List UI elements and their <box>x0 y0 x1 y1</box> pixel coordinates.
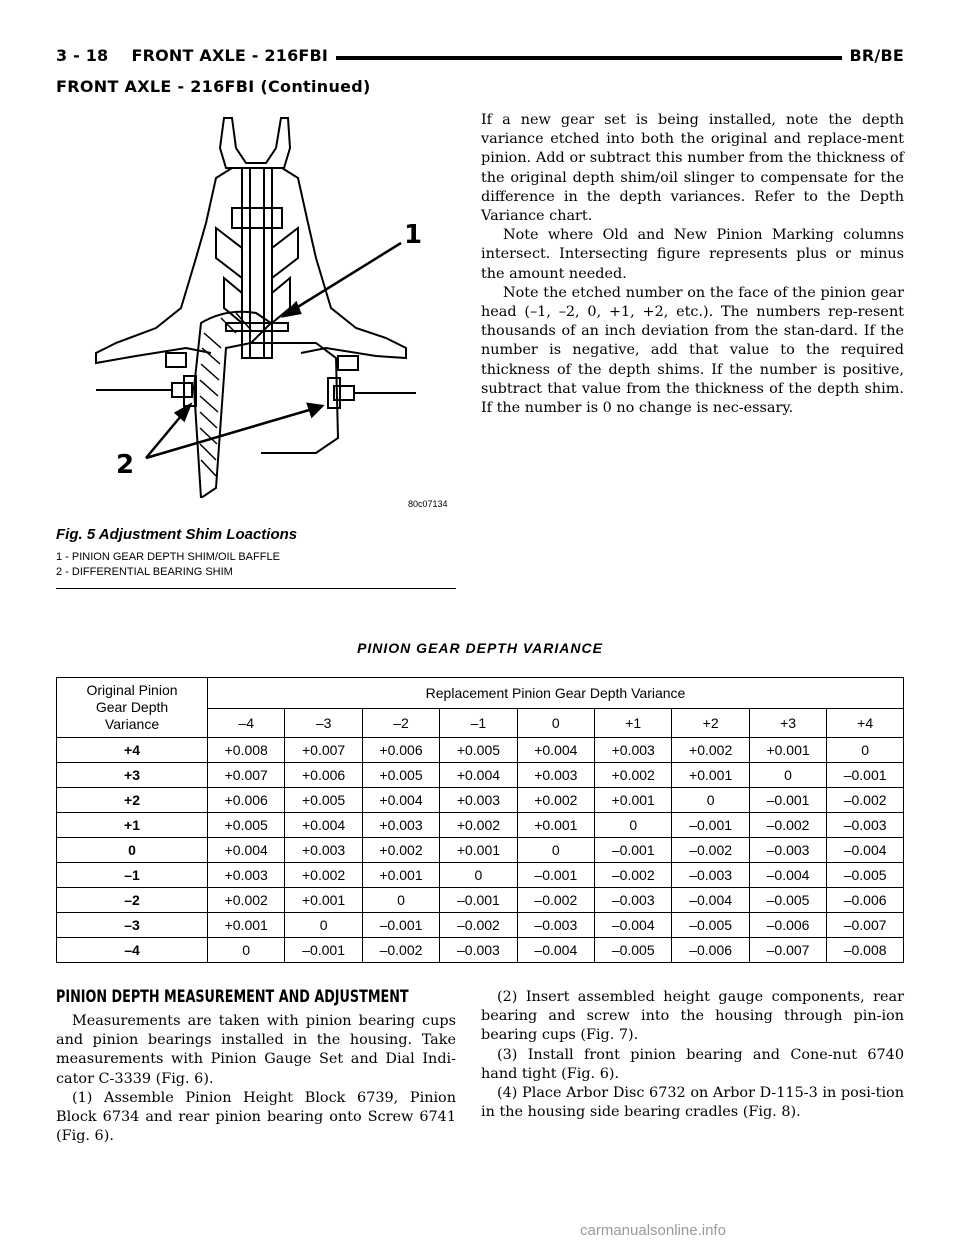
table-cell: –0.003 <box>517 913 594 938</box>
table-cell: +0.002 <box>285 863 362 888</box>
table-cell: +0.003 <box>285 838 362 863</box>
legend-item: 2 - DIFFERENTIAL BEARING SHIM <box>56 566 233 578</box>
table-cell: 0 <box>440 863 517 888</box>
table-cell: +0.006 <box>362 738 439 763</box>
table-cell: –0.002 <box>440 913 517 938</box>
table-row <box>57 738 904 763</box>
page-header <box>56 44 904 74</box>
table-cell: –0.002 <box>827 788 904 813</box>
table-cell: +0.002 <box>517 788 594 813</box>
column-header: –1 <box>440 709 517 738</box>
table-cell: –0.008 <box>827 938 904 963</box>
table-body <box>57 738 904 963</box>
table-cell: +0.004 <box>208 838 285 863</box>
table-cell: +0.003 <box>362 813 439 838</box>
table-cell: +0.004 <box>517 738 594 763</box>
table-cell: –0.002 <box>595 863 672 888</box>
table-cell: –0.005 <box>672 913 749 938</box>
callout-1: 1 <box>404 220 423 250</box>
table-cell: +0.004 <box>440 763 517 788</box>
table-cell: +0.002 <box>362 838 439 863</box>
table-row <box>57 788 904 813</box>
table-cell: –0.003 <box>827 813 904 838</box>
row-header: –3 <box>57 913 208 938</box>
paragraph: (4) Place Arbor Disc 6732 on Arbor D-115-3 in posi-tion in the housing side bearing cradles (Fig. 8). <box>481 1085 904 1121</box>
table-title: PINION GEAR DEPTH VARIANCE <box>357 640 603 656</box>
table-row <box>57 938 904 963</box>
table-cell: –0.002 <box>749 813 826 838</box>
paragraph: (1) Assemble Pinion Height Block 6739, Pinion Block 6734 and rear pinion bearing onto Screw 6741 (Fig. 6). <box>56 1089 456 1145</box>
table-cell: –0.005 <box>827 863 904 888</box>
table-cell: +0.001 <box>440 838 517 863</box>
column-header: –4 <box>208 709 285 738</box>
table-cell: +0.008 <box>208 738 285 763</box>
table-row <box>57 813 904 838</box>
axle-cross-section-illustration <box>76 108 446 498</box>
table-cell: +0.001 <box>285 888 362 913</box>
table-cell: +0.002 <box>672 738 749 763</box>
figure-legend <box>56 550 280 580</box>
table-cell: –0.001 <box>672 813 749 838</box>
table-cell: –0.004 <box>517 938 594 963</box>
row-header: +1 <box>57 813 208 838</box>
paragraph: Note where Old and New Pinion Marking columns intersect. Intersecting figure represents plus or minus the amount needed. <box>481 227 904 282</box>
legend-item: 1 - PINION GEAR DEPTH SHIM/OIL BAFFLE <box>56 551 280 563</box>
table-row <box>57 763 904 788</box>
row-header: –2 <box>57 888 208 913</box>
column-header: 0 <box>517 709 594 738</box>
table-cell: 0 <box>285 913 362 938</box>
section-title: PINION DEPTH MEASUREMENT AND ADJUSTMENT <box>56 987 409 1006</box>
figure-divider <box>56 588 456 589</box>
table-corner-header <box>57 678 208 738</box>
column-header: –2 <box>362 709 439 738</box>
table-cell: –0.001 <box>827 763 904 788</box>
section-left-column <box>56 1012 456 1146</box>
table-cell: –0.007 <box>827 913 904 938</box>
table-cell: 0 <box>672 788 749 813</box>
paragraph: (3) Install front pinion bearing and Cone-nut 6740 hand tight (Fig. 6). <box>481 1046 904 1082</box>
table-cell: +0.007 <box>208 763 285 788</box>
table-cell: –0.001 <box>440 888 517 913</box>
corner-line: Original Pinion <box>86 682 178 698</box>
table-cell: 0 <box>517 838 594 863</box>
table-cell: +0.003 <box>517 763 594 788</box>
table-cell: +0.006 <box>208 788 285 813</box>
table-cell: 0 <box>595 813 672 838</box>
replacement-group-header: Replacement Pinion Gear Depth Variance <box>208 678 904 709</box>
table-cell: 0 <box>749 763 826 788</box>
header-model: BR/BE <box>842 46 904 65</box>
paragraph: If a new gear set is being installed, note the depth variance etched into both the original and replace-ment pinion. Add or subtract this number from the thickness of the original depth shim/oil slinger to compensate for the difference in the depth variances. Refer to the Depth Variance chart. <box>481 112 904 225</box>
table-cell: –0.004 <box>595 913 672 938</box>
table-cell: –0.002 <box>672 838 749 863</box>
table-cell: –0.006 <box>672 938 749 963</box>
table-cell: –0.004 <box>827 838 904 863</box>
table-cell: 0 <box>208 938 285 963</box>
paragraph: Measurements are taken with pinion bearing cups and pinion bearings installed in the housing. Take measurements with Pinion Gauge Set and Dial Indi-cator C-3339 (Fig. 6). <box>56 1013 456 1087</box>
header-page-section: 3 - 18 FRONT AXLE - 216FBI <box>56 46 336 65</box>
table-cell: +0.002 <box>208 888 285 913</box>
table-cell: –0.001 <box>517 863 594 888</box>
table-cell: 0 <box>827 738 904 763</box>
table-cell: –0.006 <box>827 888 904 913</box>
table-cell: –0.001 <box>749 788 826 813</box>
table-cell: –0.007 <box>749 938 826 963</box>
table-cell: +0.001 <box>517 813 594 838</box>
table-row <box>57 838 904 863</box>
paragraph: (2) Insert assembled height gauge components, rear bearing and screw into the housing through pin-ion bearing cups (Fig. 7). <box>481 989 904 1044</box>
table-cell: +0.005 <box>285 788 362 813</box>
depth-variance-instructions <box>481 111 904 418</box>
figure-caption: Fig. 5 Adjustment Shim Loactions <box>56 526 298 543</box>
table-cell: +0.007 <box>285 738 362 763</box>
column-header: +4 <box>827 709 904 738</box>
column-header: +3 <box>749 709 826 738</box>
table-cell: +0.004 <box>362 788 439 813</box>
figure-5 <box>56 108 456 598</box>
table-cell: –0.002 <box>362 938 439 963</box>
table-cell: 0 <box>362 888 439 913</box>
table-row <box>57 863 904 888</box>
table-cell: –0.001 <box>362 913 439 938</box>
table-cell: +0.005 <box>440 738 517 763</box>
table-cell: +0.001 <box>208 913 285 938</box>
column-header: +2 <box>672 709 749 738</box>
depth-variance-table <box>56 677 904 963</box>
table-cell: –0.005 <box>749 888 826 913</box>
paragraph: Note the etched number on the face of the pinion gear head (–1, –2, 0, +1, +2, etc.). The numbers rep-resent thousands of an inch deviation from the stan-dard. If the number is negative, add that value to the required thickness of the depth shims. If the number is positive, subtract that value from the thickness of the depth shim. If the number is 0 no change is nec-essary. <box>481 284 904 417</box>
row-header: –1 <box>57 863 208 888</box>
table-cell: –0.004 <box>672 888 749 913</box>
table-cell: –0.001 <box>595 838 672 863</box>
table-cell: –0.003 <box>672 863 749 888</box>
row-header: +4 <box>57 738 208 763</box>
table-cell: +0.006 <box>285 763 362 788</box>
table-cell: –0.002 <box>517 888 594 913</box>
section-continued-title: FRONT AXLE - 216FBI (Continued) <box>56 77 371 96</box>
section-right-column <box>481 988 904 1122</box>
figure-code: 80c07134 <box>408 499 448 509</box>
table-cell: +0.002 <box>595 763 672 788</box>
row-header: –4 <box>57 938 208 963</box>
table-cell: +0.001 <box>362 863 439 888</box>
table-row <box>57 888 904 913</box>
table-cell: +0.005 <box>362 763 439 788</box>
column-header: +1 <box>595 709 672 738</box>
table-cell: +0.005 <box>208 813 285 838</box>
table-cell: –0.001 <box>285 938 362 963</box>
table-cell: –0.004 <box>749 863 826 888</box>
row-header: 0 <box>57 838 208 863</box>
table-cell: –0.003 <box>440 938 517 963</box>
watermark: carmanualsonline.info <box>580 1222 726 1239</box>
corner-line: Variance <box>104 716 160 732</box>
table-cell: –0.006 <box>749 913 826 938</box>
table-cell: +0.003 <box>595 738 672 763</box>
table-row <box>57 913 904 938</box>
column-header: –3 <box>285 709 362 738</box>
table-cell: +0.004 <box>285 813 362 838</box>
table-cell: +0.003 <box>208 863 285 888</box>
table-cell: +0.002 <box>440 813 517 838</box>
callout-2: 2 <box>116 450 135 480</box>
table-cell: +0.003 <box>440 788 517 813</box>
corner-line: Gear Depth <box>95 699 169 715</box>
table-cell: +0.001 <box>749 738 826 763</box>
table-cell: –0.005 <box>595 938 672 963</box>
row-header: +2 <box>57 788 208 813</box>
table-cell: +0.001 <box>672 763 749 788</box>
table-cell: –0.003 <box>749 838 826 863</box>
row-header: +3 <box>57 763 208 788</box>
table-cell: –0.003 <box>595 888 672 913</box>
table-cell: +0.001 <box>595 788 672 813</box>
